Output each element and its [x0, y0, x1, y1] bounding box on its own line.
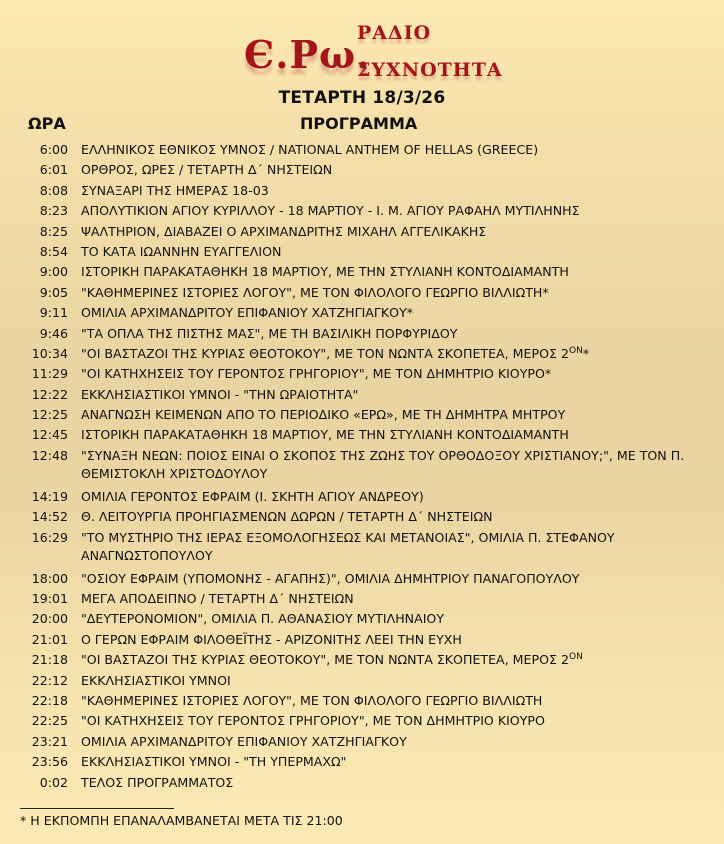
schedule-row: [0, 386, 724, 406]
schedule-time: 8:25: [39, 223, 68, 239]
schedule-row: [0, 365, 724, 385]
schedule-row: [0, 447, 724, 488]
program-title: ΟΜΙΛΙΑ ΓΕΡΟΝΤΟΣ ΕΦΡΑΙΜ (Ι. ΣΚΗΤΗ ΑΓΙΟΥ ΑΝΔΡΕΟΥ): [81, 488, 424, 504]
schedule-row: [0, 631, 724, 651]
schedule-time: 23:21: [31, 733, 68, 749]
program-title: ΑΝΑΓΝΩΣΗ ΚΕΙΜΕΝΩΝ ΑΠΟ ΤΟ ΠΕΡΙΟΔΙΚΟ «ΕΡΩ», ΜΕ ΤΗ ΔΗΜΗΤΡΑ ΜΗΤΡΟΥ: [81, 407, 566, 423]
schedule-row: [0, 345, 724, 365]
schedule-row: [0, 141, 724, 161]
footnote: * Η ΕΚΠΟΜΠΗ ΕΠΑΝΑΛΑΜΒΑΝΕΤΑΙ ΜΕΤΑ ΤΙΣ 21:00: [20, 813, 343, 828]
schedule-time: 14:19: [31, 488, 68, 504]
schedule-program: [81, 488, 711, 508]
schedule-time: 10:34: [31, 345, 68, 361]
schedule-program: [81, 774, 711, 794]
schedule-program: [81, 651, 711, 671]
schedule-time: 22:25: [31, 713, 68, 729]
schedule-time: 9:46: [39, 325, 68, 341]
schedule-row: [0, 774, 724, 794]
schedule-time: 6:01: [39, 162, 68, 178]
program-title: "ΚΑΘΗΜΕΡΙΝΕΣ ΙΣΤΟΡΙΕΣ ΛΟΓΟΥ", ΜΕ ΤΟΝ ΦΙΛΟΛΟΓΟ ΓΕΩΡΓΙΟ ΒΙΛΛΙΩΤΗ*: [81, 284, 549, 300]
schedule-time: 18:00: [31, 570, 68, 586]
schedule-time: 21:18: [31, 652, 68, 668]
schedule-row: [0, 651, 724, 671]
schedule-time: 8:23: [39, 203, 68, 219]
footnote-divider: [20, 808, 174, 809]
schedule-program: [81, 202, 711, 222]
schedule-row: [0, 243, 724, 263]
schedule-time: 12:22: [31, 386, 68, 402]
program-title: "ΟΙ ΚΑΤΗΧΗΣΕΙΣ ΤΟΥ ΓΕΡΟΝΤΟΣ ΓΡΗΓΟΡΙΟΥ", ΜΕ ΤΟΝ ΔΗΜΗΤΡΙΟ ΚΙΟΥΡΟ: [81, 713, 545, 729]
schedule-row: [0, 202, 724, 222]
schedule-program: [81, 692, 711, 712]
schedule-time: 19:01: [31, 591, 68, 607]
program-title: ΟΡΘΡΟΣ, ΩΡΕΣ / ΤΕΤΑΡΤΗ Δ΄ ΝΗΣΤΕΙΩΝ: [81, 162, 333, 178]
schedule-row: [0, 712, 724, 732]
schedule-time: 12:45: [31, 427, 68, 443]
schedule-time: 21:01: [31, 631, 68, 647]
schedule-program: [81, 325, 711, 345]
schedule-program: [81, 631, 711, 651]
program-title: ΜΕΓΑ ΑΠΟΔΕΙΠΝΟ / ΤΕΤΑΡΤΗ Δ΄ ΝΗΣΤΕΙΩΝ: [81, 591, 354, 607]
program-title: ΕΚΚΛΗΣΙΑΣΤΙΚΟΙ ΥΜΝΟΙ: [81, 672, 231, 688]
schedule-row: [0, 488, 724, 508]
schedule-program: [81, 712, 711, 732]
schedule-time: 0:02: [39, 774, 68, 790]
schedule-program: [81, 529, 711, 570]
program-title: "ΣΥΝΑΞΗ ΝΕΩΝ: ΠΟΙΟΣ ΕΙΝΑΙ Ο ΣΚΟΠΟΣ ΤΗΣ ΖΩΗΣ ΤΟΥ ΟΡΘΟΔΟΞΟΥ ΧΡΙΣΤΙΑΝΟΥ;", ΜΕ ΤΟΝ Π. ΘΕΜΙΣΤΟΚΛΗ ΧΡΙΣΤΟΔΟΥΛΟΥ: [81, 447, 685, 481]
schedule-program: [81, 223, 711, 243]
program-title: ΤΟ ΚΑΤΑ ΙΩΑΝΝΗΝ ΕΥΑΓΓΕΛΙΟΝ: [81, 243, 282, 259]
schedule-row: [0, 263, 724, 283]
schedule-time: 14:52: [31, 509, 68, 525]
program-title: ΟΜΙΛΙΑ ΑΡΧΙΜΑΝΔΡΙΤΟΥ ΕΠΙΦΑΝΙΟΥ ΧΑΤΖΗΓΙΑΓΚΟΥ: [81, 733, 407, 749]
schedule-row: [0, 284, 724, 304]
program-title: "ΟΙ ΒΑΣΤΑΖΟΙ ΤΗΣ ΚΥΡΙΑΣ ΘΕΟΤΟΚΟΥ", ΜΕ ΤΟΝ ΝΩΝΤΑ ΣΚΟΠΕΤΕΑ, ΜΕΡΟΣ 2: [81, 345, 569, 361]
schedule-row: [0, 753, 724, 773]
program-title: ΕΛΛΗΝΙΚΟΣ ΕΘΝΙΚΟΣ ΥΜΝΟΣ / NATIONAL ANTHEM OF HELLAS (GREECE): [81, 142, 539, 157]
schedule-program: [81, 345, 711, 365]
schedule-program: [81, 733, 711, 753]
logo-text-frequency: ΣΥΧΝΟΤΗΤΑ: [357, 59, 503, 81]
program-title: ΨΑΛΤΗΡΙΟΝ, ΔΙΑΒΑΖΕΙ Ο ΑΡΧΙΜΑΝΔΡΙΤΗΣ ΜΙΧΑΗΛ ΑΓΓΕΛΙΚΑΚΗΣ: [81, 223, 487, 239]
schedule-row: [0, 161, 724, 181]
schedule-row: [0, 610, 724, 630]
program-part-superscript: ΟΝ: [568, 345, 583, 356]
schedule-row: [0, 325, 724, 345]
schedule-date-title: ΤΕΤΑΡΤΗ 18/3/26: [278, 88, 446, 108]
program-title: ΣΥΝΑΞΑΡΙ ΤΗΣ ΗΜΕΡΑΣ 18-03: [81, 182, 269, 198]
schedule-program: [81, 141, 711, 161]
program-title: ΑΠΟΛΥΤΙΚΙΟΝ ΑΓΙΟΥ ΚΥΡΙΛΛΟΥ - 18 ΜΑΡΤΙΟΥ - Ι. Μ. ΑΓΙΟΥ ΡΑΦΑΗΛ ΜΥΤΙΛΗΝΗΣ: [81, 203, 580, 219]
schedule-time: 23:56: [31, 754, 68, 770]
program-part-superscript: ΟΝ: [568, 652, 583, 663]
schedule-row: [0, 182, 724, 202]
schedule-program: [81, 406, 711, 426]
repeat-asterisk: *: [582, 345, 590, 361]
schedule-time: 12:25: [31, 407, 68, 423]
schedule-row: [0, 733, 724, 753]
logo-text-radio: ΡΑΔΙΟ: [357, 22, 432, 44]
program-column-header: ΠΡΟΓΡΑΜΜΑ: [300, 114, 418, 133]
schedule-time: 16:29: [31, 529, 68, 545]
schedule-time: 22:12: [31, 672, 68, 688]
schedule-program: [81, 304, 711, 324]
schedule-time: 9:00: [39, 264, 68, 280]
schedule-program: [81, 447, 711, 488]
schedule-time: 22:18: [31, 692, 68, 708]
program-title: "ΤΟ ΜΥΣΤΗΡΙΟ ΤΗΣ ΙΕΡΑΣ ΕΞΟΜΟΛΟΓΗΣΕΩΣ ΚΑΙ ΜΕΤΑΝΟΙΑΣ", ΟΜΙΛΙΑ Π. ΣΤΕΦΑΝΟΥ ΑΝΑΓΝΩΣΤΟΠΟΥΛΟΥ: [81, 529, 615, 563]
radio-logo: [240, 16, 503, 88]
schedule-row: [0, 426, 724, 446]
program-title: Θ. ΛΕΙΤΟΥΡΓΙΑ ΠΡΟΗΓΙΑΣΜΕΝΩΝ ΔΩΡΩΝ / ΤΕΤΑΡΤΗ Δ΄ ΝΗΣΤΕΙΩΝ: [81, 509, 493, 525]
schedule-row: [0, 406, 724, 426]
schedule-program: [81, 426, 711, 446]
program-title: Ο ΓΕΡΩΝ ΕΦΡΑΙΜ ΦΙΛΟΘΕΪΤΗΣ - ΑΡΙΖΟΝΙΤΗΣ ΛΕΕΙ ΤΗΝ ΕΥΧΗ: [81, 631, 462, 647]
program-title: ΕΚΚΛΗΣΙΑΣΤΙΚΟΙ ΥΜΝΟΙ - "ΤΗ ΥΠΕΡΜΑΧΩ": [81, 754, 347, 770]
schedule-row: [0, 590, 724, 610]
schedule-row: [0, 223, 724, 243]
program-title: "ΟΣΙΟΥ ΕΦΡΑΙΜ (ΥΠΟΜΟΝΗΣ - ΑΓΑΠΗΣ)", ΟΜΙΛΙΑ ΔΗΜΗΤΡΙΟΥ ΠΑΝΑΓΟΠΟΥΛΟΥ: [81, 570, 580, 586]
program-title: ΙΣΤΟΡΙΚΗ ΠΑΡΑΚΑΤΑΘΗΚΗ 18 ΜΑΡΤΙΟΥ, ΜΕ ΤΗΝ ΣΤΥΛΙΑΝΗ ΚΟΝΤΟΔΙΑΜΑΝΤΗ: [81, 427, 569, 443]
schedule-time: 20:00: [31, 611, 68, 627]
program-title: "ΔΕΥΤΕΡΟΝΟΜΙΟΝ", ΟΜΙΛΙΑ Π. ΑΘΑΝΑΣΙΟΥ ΜΥΤΙΛΗΝΑΙΟΥ: [81, 611, 445, 627]
schedule-list: [0, 141, 724, 794]
program-title: "ΟΙ ΚΑΤΗΧΗΣΕΙΣ ΤΟΥ ΓΕΡΟΝΤΟΣ ΓΡΗΓΟΡΙΟΥ", ΜΕ ΤΟΝ ΔΗΜΗΤΡΙΟ ΚΙΟΥΡΟ*: [81, 366, 552, 382]
program-title: "ΟΙ ΒΑΣΤΑΖΟΙ ΤΗΣ ΚΥΡΙΑΣ ΘΕΟΤΟΚΟΥ", ΜΕ ΤΟΝ ΝΩΝΤΑ ΣΚΟΠΕΤΕΑ, ΜΕΡΟΣ 2: [81, 652, 569, 668]
program-title: "ΤΑ ΟΠΛΑ ΤΗΣ ΠΙΣΤΗΣ ΜΑΣ", ΜΕ ΤΗ ΒΑΣΙΛΙΚΗ ΠΟΡΦΥΡΙΔΟΥ: [81, 325, 458, 341]
schedule-program: [81, 610, 711, 630]
schedule-program: [81, 753, 711, 773]
schedule-time: 8:08: [39, 182, 68, 198]
schedule-row: [0, 570, 724, 590]
schedule-program: [81, 365, 711, 385]
schedule-row: [0, 692, 724, 712]
schedule-time: 12:48: [31, 447, 68, 463]
time-column-header: ΩΡΑ: [28, 114, 66, 133]
schedule-program: [81, 508, 711, 528]
schedule-row: [0, 529, 724, 570]
schedule-row: [0, 672, 724, 692]
schedule-row: [0, 508, 724, 528]
program-title: ΕΚΚΛΗΣΙΑΣΤΙΚΟΙ ΥΜΝΟΙ - "ΤΗΝ ΩΡΑΙΟΤΗΤΑ": [81, 386, 359, 402]
schedule-program: [81, 263, 711, 283]
program-title: ΤΕΛΟΣ ΠΡΟΓΡΑΜΜΑΤΟΣ: [81, 774, 234, 790]
schedule-program: [81, 386, 711, 406]
schedule-program: [81, 182, 711, 202]
program-title: "ΚΑΘΗΜΕΡΙΝΕΣ ΙΣΤΟΡΙΕΣ ΛΟΓΟΥ", ΜΕ ΤΟΝ ΦΙΛΟΛΟΓΟ ΓΕΩΡΓΙΟ ΒΙΛΛΙΩΤΗ: [81, 692, 543, 708]
schedule-row: [0, 304, 724, 324]
schedule-time: 11:29: [31, 366, 68, 382]
schedule-time: 9:05: [39, 284, 68, 300]
schedule-time: 6:00: [39, 142, 68, 157]
schedule-time: 8:54: [39, 243, 68, 259]
schedule-program: [81, 161, 711, 181]
schedule-program: [81, 243, 711, 263]
program-title: ΟΜΙΛΙΑ ΑΡΧΙΜΑΝΔΡΙΤΟΥ ΕΠΙΦΑΝΙΟΥ ΧΑΤΖΗΓΙΑΓΚΟΥ*: [81, 305, 414, 321]
schedule-program: [81, 284, 711, 304]
schedule-program: [81, 590, 711, 610]
schedule-time: 9:11: [39, 305, 68, 321]
logo-monogram: Є.Ρω.: [244, 32, 371, 77]
program-title: ΙΣΤΟΡΙΚΗ ΠΑΡΑΚΑΤΑΘΗΚΗ 18 ΜΑΡΤΙΟΥ, ΜΕ ΤΗΝ ΣΤΥΛΙΑΝΗ ΚΟΝΤΟΔΙΑΜΑΝΤΗ: [81, 264, 569, 280]
schedule-program: [81, 570, 711, 590]
schedule-program: [81, 672, 711, 692]
